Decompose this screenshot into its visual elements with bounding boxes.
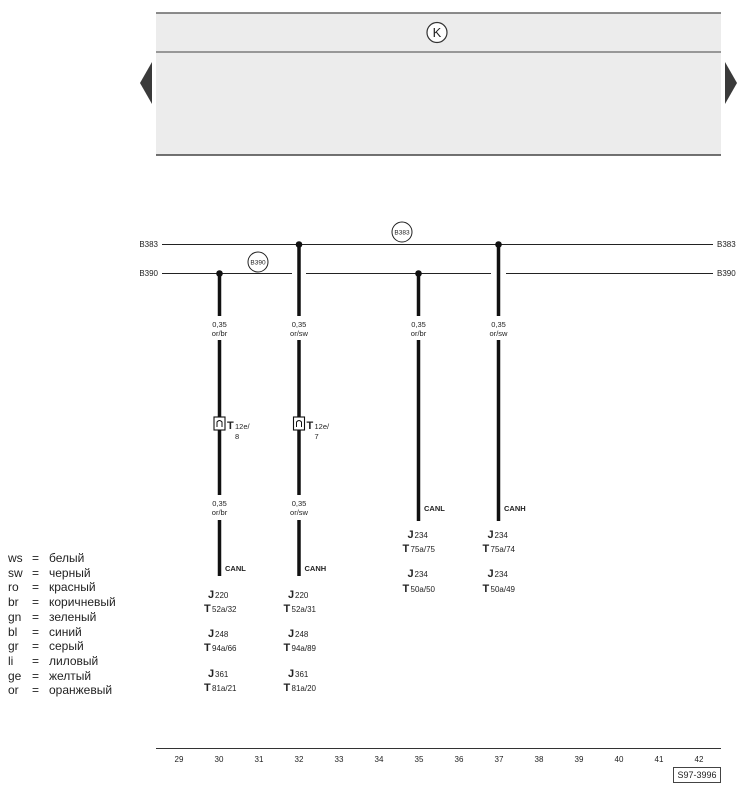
legend-equals: = xyxy=(32,668,40,683)
wire-color: or/sw xyxy=(290,329,308,338)
legend-row xyxy=(8,683,116,698)
component-letter: J xyxy=(288,589,295,601)
ground-symbol-letter: K xyxy=(432,25,442,40)
connector-icon xyxy=(214,417,225,430)
legend-code: sw xyxy=(8,565,23,580)
legend-color-name: черный xyxy=(49,565,91,580)
component-number: 220 xyxy=(215,591,229,600)
wire-color: or/br xyxy=(211,508,228,517)
terminal-letter: T xyxy=(283,682,291,694)
column-number: 29 xyxy=(174,755,184,764)
component-letter: J xyxy=(407,529,414,541)
connector-name: T xyxy=(306,420,314,432)
wire-spec: 0,35 xyxy=(291,320,307,329)
terminal-pin: 75a/75 xyxy=(410,545,435,554)
wire-end-label: CANL xyxy=(424,504,445,513)
column-number: 34 xyxy=(374,755,384,764)
column-number: 35 xyxy=(414,755,424,764)
component-number: 361 xyxy=(295,670,309,679)
legend-color-name: зеленый xyxy=(49,609,97,624)
legend-color-name: коричневый xyxy=(49,595,116,610)
wire-color: or/br xyxy=(211,329,228,338)
terminal-pin: 94a/66 xyxy=(212,644,237,653)
terminal-letter: T xyxy=(283,642,291,654)
legend-row xyxy=(8,669,116,684)
component-number: 220 xyxy=(295,591,309,600)
legend-color-name: белый xyxy=(49,551,85,565)
connector-sub: 12e/ xyxy=(314,422,330,431)
legend-code: or xyxy=(8,683,19,698)
column-number: 37 xyxy=(494,755,504,764)
junction-dot xyxy=(296,241,303,248)
terminal-pin: 81a/21 xyxy=(212,684,237,693)
column-number: 42 xyxy=(694,755,704,764)
wire-end-label: CANH xyxy=(504,504,526,513)
terminal-pin: 94a/89 xyxy=(291,644,316,653)
wire-color: or/sw xyxy=(290,508,308,517)
component-number: 361 xyxy=(215,670,229,679)
legend-code: ro xyxy=(8,580,19,595)
column-number: 41 xyxy=(654,755,664,764)
junction-dot xyxy=(415,270,422,277)
legend-equals: = xyxy=(32,595,40,610)
nav-left-arrow-icon[interactable] xyxy=(140,62,152,104)
b390-right-label: B390 xyxy=(717,269,736,278)
junction-dot xyxy=(216,270,223,277)
legend-row xyxy=(8,551,116,566)
legend-equals: = xyxy=(32,565,40,580)
legend-equals: = xyxy=(32,609,40,624)
legend-equals: = xyxy=(32,683,40,698)
column-number: 40 xyxy=(614,755,624,764)
wire-spec: 0,35 xyxy=(491,320,506,329)
wire-spec: 0,35 xyxy=(212,320,227,329)
legend-color-name: желтый xyxy=(49,668,92,683)
connector-pin: 7 xyxy=(314,432,319,441)
wire-column-32 xyxy=(284,241,331,694)
legend-code: bl xyxy=(8,624,18,639)
wire-end-label: CANH xyxy=(304,564,327,573)
wire-color: or/br xyxy=(410,329,427,338)
component-letter: J xyxy=(288,668,295,680)
legend-color-name: оранжевый xyxy=(49,683,113,698)
legend-equals: = xyxy=(32,653,40,668)
terminal-letter: T xyxy=(402,543,410,555)
legend-code: ge xyxy=(8,668,22,683)
b390-left-label: B390 xyxy=(139,269,158,278)
component-number: 248 xyxy=(215,630,229,639)
legend-row xyxy=(8,625,116,640)
wire-column-35 xyxy=(403,270,446,595)
connector-icon xyxy=(294,417,305,430)
legend-row xyxy=(8,610,116,625)
nav-right-arrow-icon[interactable] xyxy=(725,62,737,104)
wire-column-37 xyxy=(483,241,526,595)
color-legend xyxy=(8,551,116,698)
legend-row xyxy=(8,595,116,610)
terminal-pin: 52a/31 xyxy=(291,605,316,614)
component-letter: J xyxy=(288,628,295,640)
component-letter: J xyxy=(487,568,494,580)
component-number: 248 xyxy=(295,630,309,639)
connector-pin: 8 xyxy=(235,432,240,441)
legend-code: ws xyxy=(8,551,23,565)
legend-equals: = xyxy=(32,624,40,639)
wire-end-label: CANL xyxy=(225,564,246,573)
column-number: 30 xyxy=(214,755,224,764)
terminal-letter: T xyxy=(204,682,211,694)
component-number: 234 xyxy=(494,570,508,579)
terminal-pin: 50a/49 xyxy=(490,585,515,594)
column-number: 36 xyxy=(454,755,464,764)
legend-row xyxy=(8,654,116,669)
document-reference: S97-3996 xyxy=(673,767,721,783)
legend-equals: = xyxy=(32,639,40,654)
component-number: 234 xyxy=(414,531,428,540)
terminal-pin: 81a/20 xyxy=(291,684,316,693)
wire-color: or/sw xyxy=(489,329,508,338)
column-number: 33 xyxy=(334,755,344,764)
legend-color-name: серый xyxy=(49,639,84,654)
column-number: 39 xyxy=(574,755,584,764)
b390-marker-label: B390 xyxy=(250,259,266,267)
connector-name: T xyxy=(227,420,234,432)
b383-right-label: B383 xyxy=(717,240,736,249)
legend-code: gr xyxy=(8,639,19,654)
wire-spec: 0,35 xyxy=(291,499,307,508)
connector-sub: 12e/ xyxy=(235,422,250,431)
legend-row xyxy=(8,566,116,581)
legend-code: br xyxy=(8,595,19,610)
terminal-pin: 50a/50 xyxy=(410,585,435,594)
wire-column-30 xyxy=(204,270,251,694)
terminal-letter: T xyxy=(482,543,490,555)
junction-dot xyxy=(495,241,502,248)
legend-color-name: красный xyxy=(49,580,96,595)
b383-marker-label: B383 xyxy=(394,229,410,237)
b383-left-label: B383 xyxy=(139,240,158,249)
terminal-letter: T xyxy=(204,603,211,615)
terminal-pin: 52a/32 xyxy=(212,605,237,614)
column-number: 31 xyxy=(254,755,264,764)
legend-color-name: лиловый xyxy=(49,653,99,668)
terminal-letter: T xyxy=(482,583,490,595)
component-number: 234 xyxy=(414,570,428,579)
legend-code: li xyxy=(8,653,14,668)
column-numbers xyxy=(175,755,704,764)
component-letter: J xyxy=(487,529,494,541)
legend-code: gn xyxy=(8,609,22,624)
legend-equals: = xyxy=(32,551,40,565)
terminal-pin: 75a/74 xyxy=(490,545,515,554)
terminal-letter: T xyxy=(204,642,211,654)
component-letter: J xyxy=(407,568,414,580)
component-letter: J xyxy=(208,668,215,680)
legend-row xyxy=(8,639,116,654)
column-number: 38 xyxy=(534,755,544,764)
terminal-letter: T xyxy=(402,583,410,595)
legend-equals: = xyxy=(32,580,40,595)
terminal-letter: T xyxy=(283,603,291,615)
component-letter: J xyxy=(208,589,215,601)
wire-spec: 0,35 xyxy=(411,320,426,329)
legend-row xyxy=(8,580,116,595)
column-number: 32 xyxy=(294,755,304,764)
legend-color-name: синий xyxy=(49,624,82,639)
wire-spec: 0,35 xyxy=(212,499,227,508)
component-number: 234 xyxy=(494,531,508,540)
component-letter: J xyxy=(208,628,215,640)
